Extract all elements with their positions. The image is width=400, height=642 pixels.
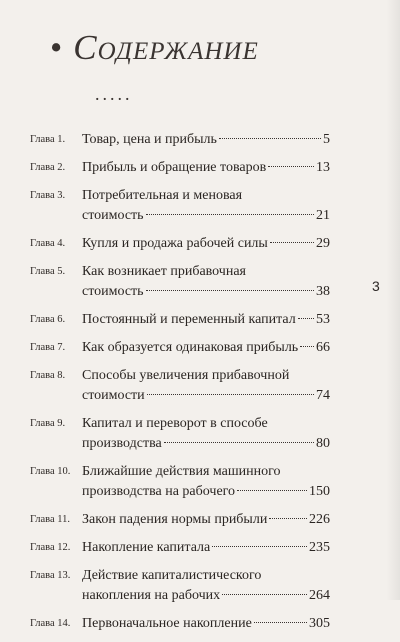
toc-title-line: Прибыль и обращение товаров bbox=[82, 160, 267, 175]
toc-entry-text bbox=[82, 262, 330, 302]
toc-title-line: производства bbox=[82, 436, 162, 451]
toc-dot-leader bbox=[298, 318, 314, 319]
toc-entry-text bbox=[82, 566, 330, 606]
toc-entry-text bbox=[82, 510, 330, 530]
toc-title-line: производства на рабочего bbox=[82, 484, 236, 499]
toc-entry[interactable] bbox=[30, 234, 330, 254]
toc-entry[interactable] bbox=[30, 566, 330, 606]
toc-entry-text bbox=[82, 186, 330, 226]
toc-page-number: 150 bbox=[309, 484, 330, 499]
toc-chapter-number: Глава 6. bbox=[30, 314, 66, 325]
toc-entry[interactable] bbox=[30, 614, 330, 634]
title-bullet: • bbox=[50, 28, 64, 67]
toc-chapter-number: Глава 13. bbox=[30, 570, 71, 581]
toc-entry-text bbox=[82, 614, 330, 634]
toc-page-number: 226 bbox=[309, 512, 330, 527]
toc-chapter-number: Глава 7. bbox=[30, 342, 66, 353]
toc-chapter-number: Глава 8. bbox=[30, 370, 66, 381]
toc-title-line: Как образуется одинаковая прибыль bbox=[82, 340, 299, 355]
toc-chapter-number: Глава 1. bbox=[30, 134, 66, 145]
toc-entry-text bbox=[82, 338, 330, 358]
toc-dot-leader bbox=[164, 442, 314, 443]
toc-entry-text bbox=[82, 234, 330, 254]
toc-page-number: 264 bbox=[309, 588, 330, 603]
toc-dot-leader bbox=[146, 214, 314, 215]
toc-title-line: Как возникает прибавочная bbox=[82, 264, 246, 279]
toc-chapter-number: Глава 11. bbox=[30, 514, 71, 525]
toc-page-number: 66 bbox=[316, 340, 330, 355]
toc-dot-leader bbox=[269, 518, 307, 519]
side-page-number: 3 bbox=[372, 278, 380, 294]
toc-page-number: 21 bbox=[316, 208, 330, 223]
toc-entry-text bbox=[82, 310, 330, 330]
toc-title-line: стоимости bbox=[82, 388, 145, 403]
toc-title-line: стоимость bbox=[82, 284, 144, 299]
toc-chapter-number: Глава 4. bbox=[30, 238, 66, 249]
toc-title-line: Накопление капитала bbox=[82, 540, 211, 555]
toc-title-line: Действие капиталистического bbox=[82, 568, 262, 583]
toc-title-line: стоимость bbox=[82, 208, 144, 223]
table-of-contents bbox=[30, 130, 330, 642]
toc-entry-text bbox=[82, 538, 330, 558]
toc-page-number: 74 bbox=[316, 388, 330, 403]
toc-title-line: Капитал и переворот в способе bbox=[82, 416, 268, 431]
toc-dot-leader bbox=[212, 546, 307, 547]
toc-page-number: 13 bbox=[316, 160, 330, 175]
toc-title-line: Постоянный и переменный капитал bbox=[82, 312, 296, 327]
toc-chapter-number: Глава 5. bbox=[30, 266, 66, 277]
toc-page-number: 38 bbox=[316, 284, 330, 299]
page-title bbox=[50, 28, 259, 68]
toc-title-line: Ближайшие действия машинного bbox=[82, 464, 281, 479]
toc-page-number: 80 bbox=[316, 436, 330, 451]
toc-title-line: Купля и продажа рабочей силы bbox=[82, 236, 268, 251]
toc-chapter-number: Глава 2. bbox=[30, 162, 66, 173]
page-edge-shadow bbox=[386, 0, 400, 600]
toc-title-line: Первоначальное накопление bbox=[82, 616, 252, 631]
toc-entry[interactable] bbox=[30, 130, 330, 150]
toc-entry[interactable] bbox=[30, 414, 330, 454]
toc-dot-leader bbox=[146, 290, 314, 291]
toc-dot-leader bbox=[268, 166, 314, 167]
toc-title-line: Потребительная и меновая bbox=[82, 188, 243, 203]
toc-entry[interactable] bbox=[30, 262, 330, 302]
toc-page-number: 53 bbox=[316, 312, 330, 327]
toc-chapter-number: Глава 3. bbox=[30, 190, 66, 201]
toc-page-number: 29 bbox=[316, 236, 330, 251]
toc-entry-text bbox=[82, 414, 330, 454]
toc-chapter-number: Глава 14. bbox=[30, 618, 71, 629]
toc-page-number: 305 bbox=[309, 616, 330, 631]
toc-dot-leader bbox=[147, 394, 314, 395]
toc-chapter-number: Глава 9. bbox=[30, 418, 66, 429]
toc-entry[interactable] bbox=[30, 366, 330, 406]
toc-entry[interactable] bbox=[30, 158, 330, 178]
toc-entry[interactable] bbox=[30, 462, 330, 502]
title-text: Содержание bbox=[73, 28, 259, 67]
title-ornament-dots: ..... bbox=[95, 84, 133, 104]
toc-entry[interactable] bbox=[30, 186, 330, 226]
toc-entry[interactable] bbox=[30, 338, 330, 358]
toc-dot-leader bbox=[254, 622, 307, 623]
toc-title-line: Закон падения нормы прибыли bbox=[82, 512, 268, 527]
toc-dot-leader bbox=[219, 138, 321, 139]
toc-entry-text bbox=[82, 158, 330, 178]
toc-chapter-number: Глава 10. bbox=[30, 466, 71, 477]
toc-page-number: 5 bbox=[323, 132, 330, 147]
toc-page-number: 235 bbox=[309, 540, 330, 555]
toc-title-line: накопления на рабочих bbox=[82, 588, 221, 603]
toc-entry[interactable] bbox=[30, 310, 330, 330]
toc-dot-leader bbox=[300, 346, 314, 347]
toc-chapter-number: Глава 12. bbox=[30, 542, 71, 553]
toc-title-line: Товар, цена и прибыль bbox=[82, 132, 217, 147]
toc-dot-leader bbox=[222, 594, 307, 595]
toc-entry[interactable] bbox=[30, 538, 330, 558]
toc-entry[interactable] bbox=[30, 510, 330, 530]
toc-entry-text bbox=[82, 462, 330, 502]
toc-entry-text bbox=[82, 366, 330, 406]
toc-dot-leader bbox=[237, 490, 307, 491]
toc-title-line: Способы увеличения прибавочной bbox=[82, 368, 290, 383]
toc-entry-text bbox=[82, 130, 330, 150]
toc-dot-leader bbox=[270, 242, 314, 243]
